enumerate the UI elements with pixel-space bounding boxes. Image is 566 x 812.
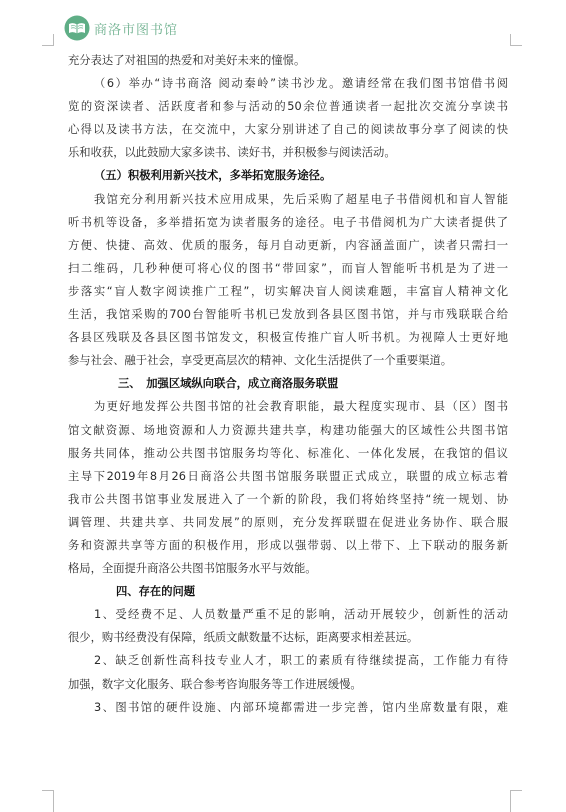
library-book-logo-icon — [64, 15, 90, 41]
crop-mark-bottom-left — [42, 790, 54, 812]
paragraph-line: （6）举办“诗书商洛 阅动秦岭”读书沙龙。邀请经常在我们图书馆借书阅 — [94, 77, 508, 91]
crop-mark-top-left — [42, 34, 54, 46]
document-body — [68, 49, 508, 719]
crop-mark-top-right — [510, 34, 522, 46]
paragraph-line: 很少，购书经费没有保障，纸质文献数量不达标，距离要求相差甚远。 — [68, 631, 419, 645]
paragraph-line: 主导下2019年8月26日商洛公共图书馆服务联盟正式成立，联盟的成立标志着 — [68, 469, 508, 483]
section-heading-3: 三、 加强区域纵向联合，成立商洛服务联盟 — [118, 377, 339, 391]
paragraph-line: 览的资深读者、活跃度者和参与活动的50余位普通读者一起批次交流分享读书 — [68, 100, 508, 114]
paragraph-line: 格局，全面提升商洛公共图书馆服务水平与效能。 — [68, 562, 317, 576]
paragraph-line: 充分表达了对祖国的热爱和对美好未来的憧憬。 — [68, 54, 306, 67]
paragraph-line: 方便、快捷、高效、优质的服务，每月自动更新，内容涵盖面广，读者只需扫一 — [68, 238, 508, 252]
header-logo — [64, 15, 178, 41]
paragraph-line: 扫二维码，几秒种便可将心仪的图书“带回家”，而盲人智能听书机是为了进一 — [68, 261, 508, 275]
paragraph-line: 生活，我馆采购的700台智能听书机已发放到各县区图书馆，并与市残联联合给 — [68, 308, 508, 322]
paragraph-line: 心得以及读书方法，在交流中，大家分别讲述了自己的阅读故事分享了阅读的快 — [68, 123, 508, 137]
paragraph-line: 3、图书馆的硬件设施、内部环境都需进一步完善，馆内坐席数量有限，难 — [94, 700, 508, 714]
paragraph-line: 听书机等设备，多举措拓宽为读者服务的途径。电子书借阅机为广大读者提供了 — [68, 215, 508, 229]
paragraph-line: 2、缺乏创新性高科技专业人才，职工的素质有待继续提高，工作能力有待 — [94, 654, 508, 668]
paragraph-line: 服务共同体，推动公共图书馆服务均等化、标准化、一体化发展，在我馆的倡议 — [68, 446, 508, 460]
section-heading-5: （五）积极利用新兴技术，多举拓宽服务途径。 — [94, 169, 332, 183]
paragraph-line: 各县区残联及各县区图书馆发文，积极宣传推广盲人听书机。为视障人士更好地 — [68, 331, 508, 345]
paragraph-line: 务和资源共享等方面的积极作用，形成以强带弱、以上带下、上下联动的服务新 — [68, 538, 508, 552]
paragraph-line: 馆文献资源、场地资源和人力资源共建共享，构建功能强大的区域性公共图书馆 — [68, 423, 508, 437]
paragraph-line: 为更好地发挥公共图书馆的社会教育职能，最大程度实现市、县（区）图书 — [94, 400, 508, 414]
crop-mark-bottom-right — [510, 790, 522, 812]
paragraph-line: 调管理、共建共享、共同发展”的原则，充分发挥联盟在促进业务协作、联合服 — [68, 515, 508, 529]
paragraph-line: 加强，数字文化服务、联合参考咨询服务等工作进展缓慢。 — [68, 677, 362, 691]
paragraph-line: 1、受经费不足、人员数量严重不足的影响，活动开展较少，创新性的活动 — [94, 608, 508, 622]
library-name: 商洛市图书馆 — [94, 22, 179, 38]
paragraph-line: 我馆充分利用新兴技术应用成果，先后采购了超星电子书借阅机和盲人智能 — [94, 192, 508, 206]
paragraph-line: 参与社会、融于社会，享受更高层次的精神、文化生活提供了一个重要渠道。 — [68, 354, 453, 368]
section-heading-4: 四、存在的问题 — [116, 585, 196, 599]
paragraph-line: 步落实“盲人数字阅读推广工程”，切实解决盲人阅读难题，丰富盲人精神文化 — [68, 284, 508, 298]
paragraph-line: 我市公共图书馆事业发展进入了一个新的阶段，我们将始终坚持“统一规划、协 — [68, 492, 508, 506]
paragraph-line: 乐和收获，以此鼓励大家多读书、读好书，并积极参与阅读活动。 — [68, 146, 396, 160]
